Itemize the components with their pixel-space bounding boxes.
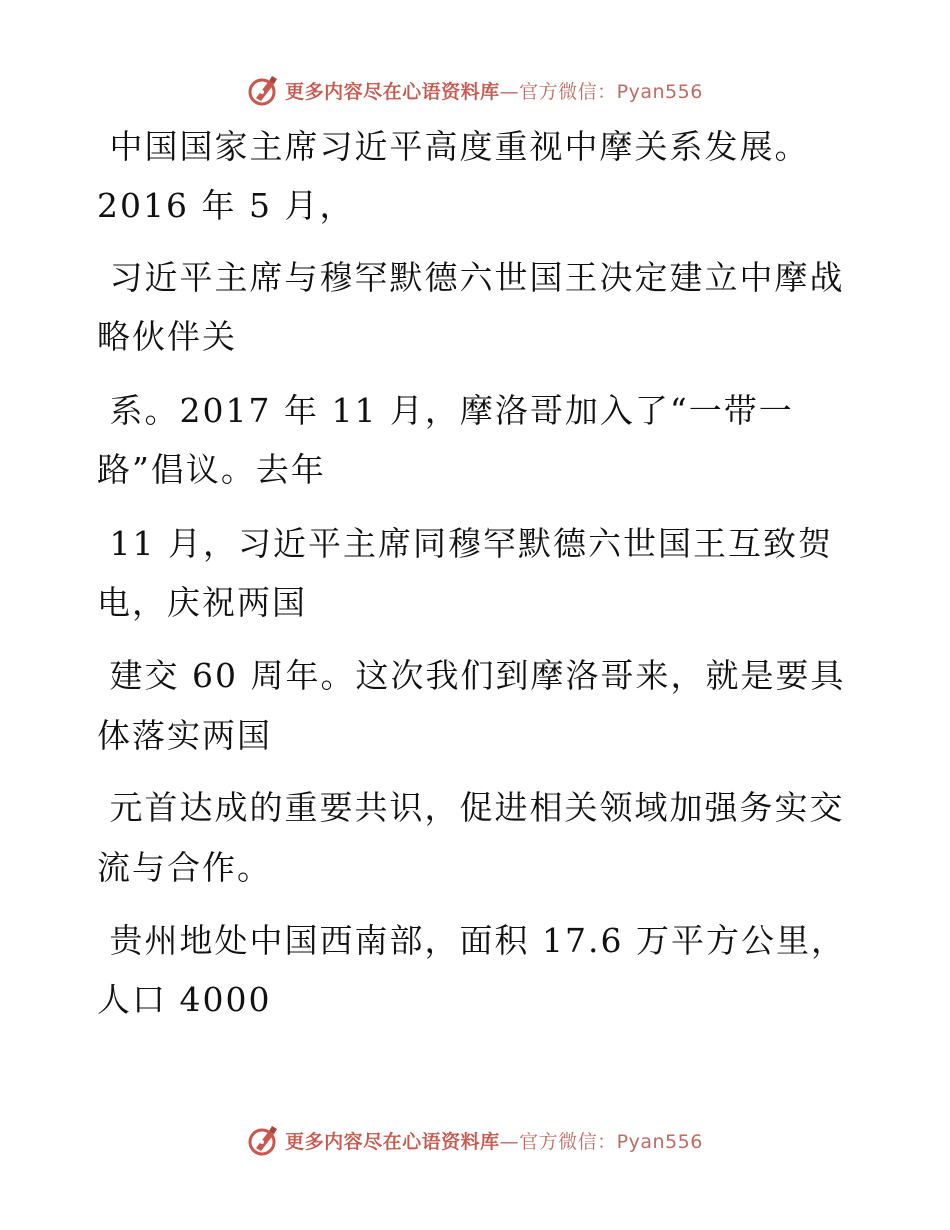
text-line: 系。2017 年 11 月，摩洛哥加入了“一带一 (97, 391, 794, 430)
text-line: 贵州地处中国西南部，面积 17.6 万平方公里， (97, 921, 846, 960)
text-line: 路”倡议。去年 (97, 450, 326, 489)
pen-logo-icon (247, 1123, 281, 1157)
watermark-text (285, 1127, 703, 1154)
watermark-contact: —官方微信：Pyan556 (499, 1130, 703, 1153)
watermark-brand: 更多内容尽在心语资料库 (285, 1130, 500, 1153)
text-line: 人口 4000 (97, 980, 272, 1019)
text-line: 2016 年 5 月， (97, 186, 355, 225)
text-line: 11 月，习近平主席同穆罕默德六世国王互致贺 (97, 524, 833, 563)
watermark-contact: —官方微信：Pyan556 (499, 80, 703, 103)
text-line: 建交 60 周年。这次我们到摩洛哥来，就是要具 (97, 656, 846, 695)
text-line: 元首达成的重要共识，促进相关领域加强务实交 (97, 788, 845, 827)
text-line: 习近平主席与穆罕默德六世国王决定建立中摩战 (97, 258, 845, 297)
text-line: 流与合作。 (97, 848, 272, 887)
text-line: 体落实两国 (97, 716, 272, 755)
watermark-brand: 更多内容尽在心语资料库 (285, 80, 500, 103)
text-line: 中国国家主席习近平高度重视中摩关系发展。 (97, 127, 810, 166)
footer-watermark (0, 1122, 950, 1158)
text-line: 略伙伴关 (97, 317, 237, 356)
text-line: 电，庆祝两国 (97, 583, 307, 622)
